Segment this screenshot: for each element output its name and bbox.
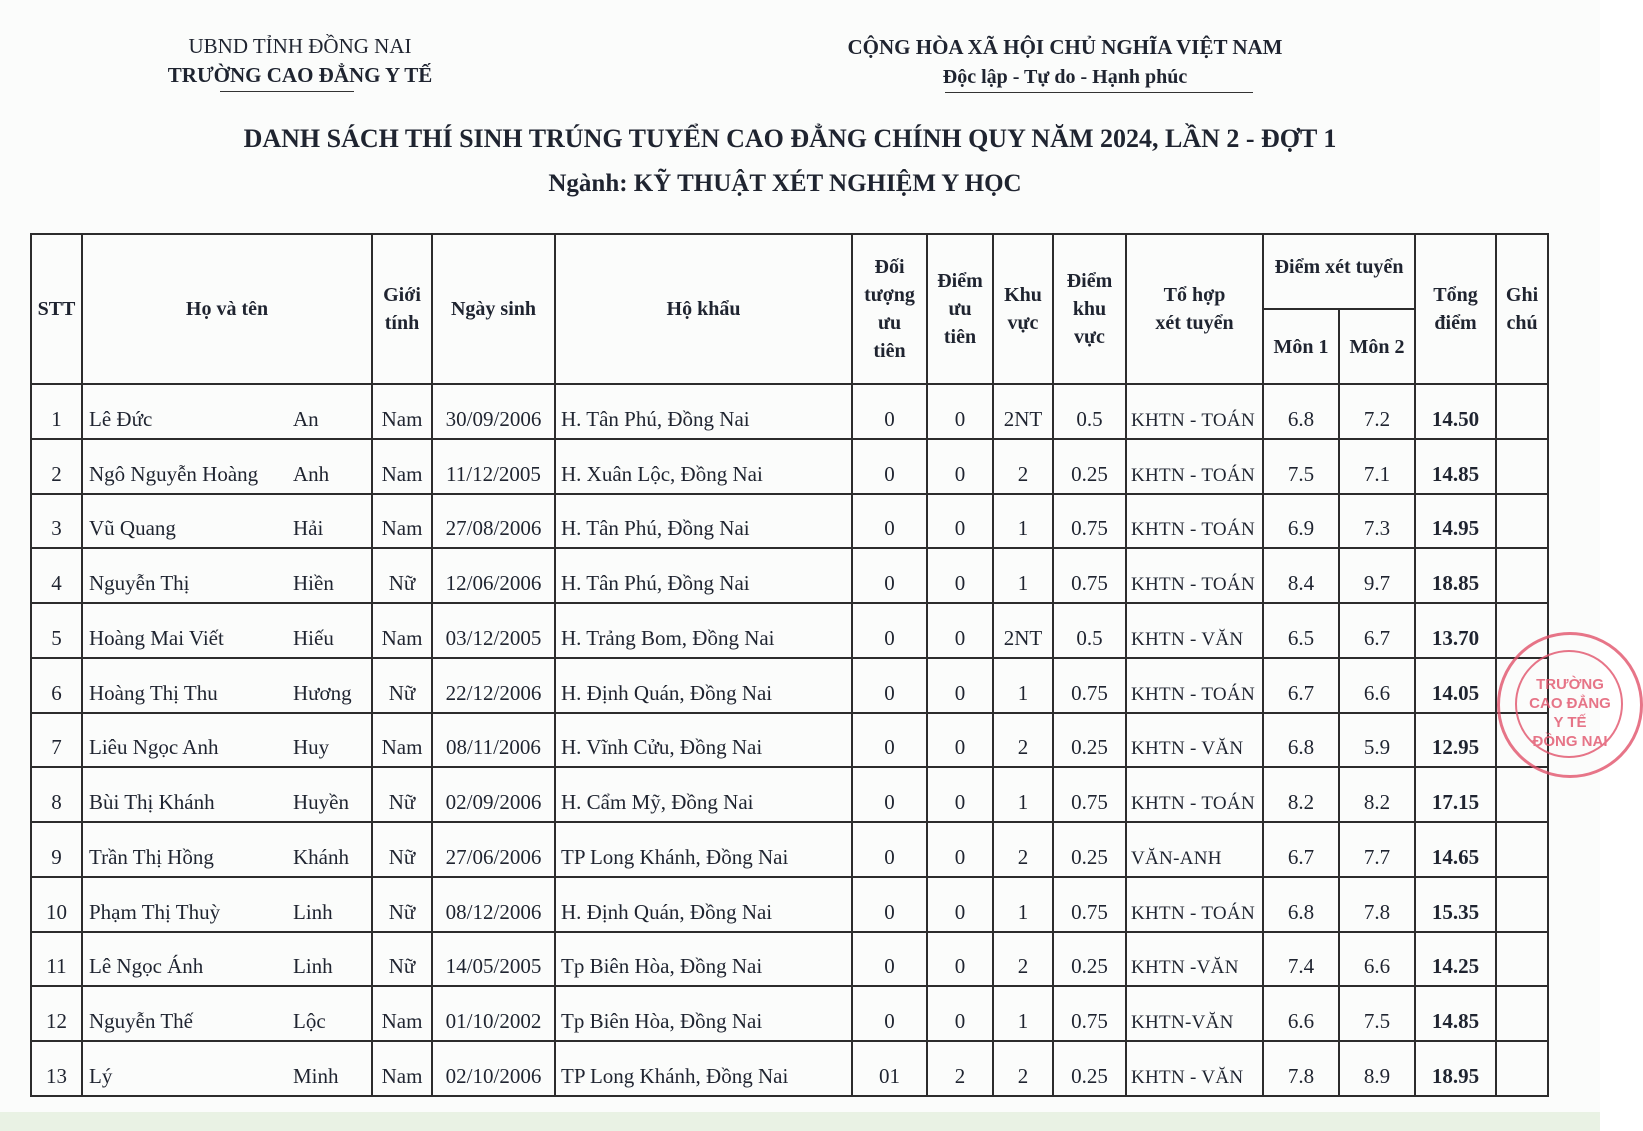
row-subject1: 6.7: [1263, 658, 1339, 713]
row-surname: Nguyễn Thế: [89, 1009, 194, 1034]
row-total: 14.25: [1415, 932, 1496, 987]
row-region: 2: [993, 822, 1053, 877]
row-priority-points: 2: [927, 1041, 993, 1096]
row-priority-points: 0: [927, 713, 993, 768]
row-gender: Nữ: [372, 658, 432, 713]
row-address: Tp Biên Hòa, Đồng Nai: [555, 986, 852, 1041]
row-combo: KHTN - VĂN: [1126, 1041, 1263, 1096]
row-region: 1: [993, 986, 1053, 1041]
table-row: [31, 932, 1548, 987]
row-combo: KHTN - TOÁN: [1126, 877, 1263, 932]
row-note: [1496, 986, 1548, 1041]
row-note: [1496, 822, 1548, 877]
row-note: [1496, 1041, 1548, 1096]
row-address: H. Tân Phú, Đồng Nai: [555, 384, 852, 439]
row-priority-group: 01: [852, 1041, 927, 1096]
row-priority-points: 0: [927, 439, 993, 494]
row-dob: 12/06/2006: [432, 548, 555, 603]
row-stt: 4: [31, 548, 82, 603]
row-given-name: Lộc: [293, 1009, 326, 1034]
row-subject2: 6.6: [1339, 658, 1415, 713]
row-total: 13.70: [1415, 603, 1496, 658]
table-row: [31, 548, 1548, 603]
row-gender: Nam: [372, 384, 432, 439]
row-subject1: 7.4: [1263, 932, 1339, 987]
row-given-name: Hiền: [293, 571, 334, 596]
row-note: [1496, 439, 1548, 494]
national-name: CỘNG HÒA XÃ HỘI CHỦ NGHĨA VIỆT NAM: [847, 35, 1283, 59]
col-region: Khu vực: [993, 234, 1053, 384]
row-total: 14.85: [1415, 439, 1496, 494]
row-surname: Ngô Nguyễn Hoàng: [89, 461, 259, 486]
row-region: 2: [993, 1041, 1053, 1096]
row-address: H. Trảng Bom, Đồng Nai: [555, 603, 852, 658]
row-priority-group: 0: [852, 877, 927, 932]
row-gender: Nam: [372, 1041, 432, 1096]
row-note: [1496, 494, 1548, 549]
row-surname: Nguyễn Thị: [89, 571, 190, 596]
official-seal: [1497, 632, 1643, 778]
row-dob: 11/12/2005: [432, 439, 555, 494]
row-region: 2: [993, 713, 1053, 768]
row-combo: KHTN - TOÁN: [1126, 439, 1263, 494]
row-name: [82, 603, 372, 658]
row-region: 2NT: [993, 603, 1053, 658]
row-dob: 27/06/2006: [432, 822, 555, 877]
row-subject2: 7.8: [1339, 877, 1415, 932]
row-dob: 01/10/2002: [432, 986, 555, 1041]
row-note: [1496, 877, 1548, 932]
row-address: H. Xuân Lộc, Đồng Nai: [555, 439, 852, 494]
table-row: [31, 767, 1548, 822]
row-total: 14.05: [1415, 658, 1496, 713]
row-priority-group: 0: [852, 603, 927, 658]
row-given-name: Hương: [293, 680, 352, 705]
row-name: [82, 767, 372, 822]
col-priority-points: Điểm ưu tiên: [927, 234, 993, 384]
row-gender: Nam: [372, 439, 432, 494]
row-subject2: 6.6: [1339, 932, 1415, 987]
row-name: [82, 548, 372, 603]
row-subject1: 6.8: [1263, 877, 1339, 932]
row-total: 17.15: [1415, 767, 1496, 822]
row-given-name: Khánh: [293, 844, 349, 869]
seal-text: TRƯỜNG CAO ĐẲNG Y TẾ ĐỒNG NAI: [1529, 676, 1611, 750]
row-priority-points: 0: [927, 548, 993, 603]
row-combo: KHTN - TOÁN: [1126, 548, 1263, 603]
row-total: 18.85: [1415, 548, 1496, 603]
row-combo: VĂN-ANH: [1126, 822, 1263, 877]
row-stt: 2: [31, 439, 82, 494]
row-subject1: 6.8: [1263, 713, 1339, 768]
row-region-points: 0.75: [1053, 767, 1126, 822]
row-region-points: 0.5: [1053, 603, 1126, 658]
admission-table: [30, 233, 1549, 1097]
document-subtitle: Ngành: KỸ THUẬT XÉT NGHIỆM Y HỌC: [548, 170, 1022, 197]
row-name: [82, 932, 372, 987]
table-row: [31, 658, 1548, 713]
row-dob: 22/12/2006: [432, 658, 555, 713]
row-combo: KHTN - TOÁN: [1126, 767, 1263, 822]
motto-underline: [945, 92, 1253, 93]
table-row: [31, 439, 1548, 494]
row-priority-points: 0: [927, 986, 993, 1041]
row-note: [1496, 932, 1548, 987]
table-row: [31, 713, 1548, 768]
row-region-points: 0.75: [1053, 986, 1126, 1041]
row-region: 2NT: [993, 384, 1053, 439]
row-subject2: 8.2: [1339, 767, 1415, 822]
row-address: Tp Biên Hòa, Đồng Nai: [555, 932, 852, 987]
row-region: 2: [993, 439, 1053, 494]
row-combo: KHTN -VĂN: [1126, 932, 1263, 987]
row-priority-group: 0: [852, 932, 927, 987]
row-given-name: Linh: [293, 954, 333, 979]
row-region-points: 0.25: [1053, 713, 1126, 768]
row-region-points: 0.75: [1053, 494, 1126, 549]
col-dob: Ngày sinh: [432, 234, 555, 384]
row-note: [1496, 767, 1548, 822]
col-combo: Tổ hợp xét tuyển: [1126, 234, 1263, 384]
row-stt: 13: [31, 1041, 82, 1096]
col-address: Hộ khẩu: [555, 234, 852, 384]
row-subject1: 6.7: [1263, 822, 1339, 877]
row-subject1: 7.8: [1263, 1041, 1339, 1096]
row-subject2: 7.7: [1339, 822, 1415, 877]
row-name: [82, 877, 372, 932]
row-stt: 9: [31, 822, 82, 877]
row-subject2: 7.3: [1339, 494, 1415, 549]
row-name: [82, 439, 372, 494]
row-gender: Nam: [372, 986, 432, 1041]
national-motto: Độc lập - Tự do - Hạnh phúc: [942, 66, 1188, 88]
row-priority-points: 0: [927, 603, 993, 658]
row-surname: Lê Đức: [89, 406, 153, 431]
row-surname: Hoàng Mai Viết: [89, 625, 224, 650]
row-subject2: 7.1: [1339, 439, 1415, 494]
row-region: 1: [993, 767, 1053, 822]
row-priority-group: 0: [852, 767, 927, 822]
row-address: TP Long Khánh, Đồng Nai: [555, 1041, 852, 1096]
table-row: [31, 384, 1548, 439]
row-region: 1: [993, 658, 1053, 713]
row-dob: 14/05/2005: [432, 932, 555, 987]
row-subject1: 8.2: [1263, 767, 1339, 822]
row-surname: Phạm Thị Thuỳ: [89, 899, 221, 924]
row-combo: KHTN - TOÁN: [1126, 494, 1263, 549]
table-row: [31, 822, 1548, 877]
row-priority-group: 0: [852, 548, 927, 603]
row-name: [82, 1041, 372, 1096]
row-region: 2: [993, 932, 1053, 987]
row-gender: Nữ: [372, 822, 432, 877]
row-stt: 1: [31, 384, 82, 439]
national-header: [820, 32, 1310, 92]
row-stt: 5: [31, 603, 82, 658]
row-given-name: Huy: [293, 735, 330, 760]
row-dob: 27/08/2006: [432, 494, 555, 549]
row-gender: Nam: [372, 494, 432, 549]
table-row: [31, 877, 1548, 932]
row-total: 14.65: [1415, 822, 1496, 877]
row-dob: 02/10/2006: [432, 1041, 555, 1096]
row-gender: Nam: [372, 713, 432, 768]
row-priority-group: 0: [852, 713, 927, 768]
row-dob: 08/12/2006: [432, 877, 555, 932]
row-surname: Lê Ngọc Ánh: [89, 954, 204, 979]
col-subject2: Môn 2: [1339, 309, 1415, 384]
row-region-points: 0.75: [1053, 548, 1126, 603]
row-subject1: 6.8: [1263, 384, 1339, 439]
row-address: TP Long Khánh, Đồng Nai: [555, 822, 852, 877]
row-address: H. Tân Phú, Đồng Nai: [555, 548, 852, 603]
row-given-name: Huyền: [293, 790, 349, 815]
row-given-name: Hiếu: [293, 625, 334, 650]
col-priority-group: Đối tượng ưu tiên: [852, 234, 927, 384]
row-address: H. Tân Phú, Đồng Nai: [555, 494, 852, 549]
row-gender: Nữ: [372, 932, 432, 987]
row-region-points: 0.5: [1053, 384, 1126, 439]
row-priority-group: 0: [852, 658, 927, 713]
table-row: [31, 986, 1548, 1041]
row-combo: KHTN-VĂN: [1126, 986, 1263, 1041]
row-priority-points: 0: [927, 877, 993, 932]
row-region-points: 0.25: [1053, 1041, 1126, 1096]
row-subject1: 6.9: [1263, 494, 1339, 549]
row-region-points: 0.25: [1053, 932, 1126, 987]
row-priority-points: 0: [927, 384, 993, 439]
issuer-school: TRƯỜNG CAO ĐẲNG Y TẾ: [167, 63, 433, 87]
col-subject1: Môn 1: [1263, 309, 1339, 384]
row-region-points: 0.75: [1053, 877, 1126, 932]
row-subject1: 6.5: [1263, 603, 1339, 658]
row-combo: KHTN - VĂN: [1126, 713, 1263, 768]
row-priority-points: 0: [927, 494, 993, 549]
row-surname: Hoàng Thị Thu: [89, 680, 218, 705]
issuer-underline: [220, 91, 354, 92]
row-region-points: 0.75: [1053, 658, 1126, 713]
table-row: [31, 1041, 1548, 1096]
row-surname: Lý: [89, 1064, 113, 1088]
row-surname: Liêu Ngọc Anh: [89, 735, 219, 760]
row-subject2: 5.9: [1339, 713, 1415, 768]
issuer-header: [150, 32, 450, 90]
row-name: [82, 658, 372, 713]
row-total: 14.50: [1415, 384, 1496, 439]
col-total: Tổng điểm: [1415, 234, 1496, 384]
row-combo: KHTN - TOÁN: [1126, 384, 1263, 439]
row-name: [82, 822, 372, 877]
row-surname: Trần Thị Hồng: [89, 844, 214, 869]
row-name: [82, 384, 372, 439]
col-note: Ghi chú: [1496, 234, 1548, 384]
row-subject2: 6.7: [1339, 603, 1415, 658]
table-body: [31, 384, 1548, 1096]
row-gender: Nữ: [372, 767, 432, 822]
row-combo: KHTN - VĂN: [1126, 603, 1263, 658]
col-stt: STT: [31, 234, 82, 384]
row-region-points: 0.25: [1053, 439, 1126, 494]
row-given-name: Linh: [293, 899, 333, 924]
table-row: [31, 603, 1548, 658]
row-stt: 3: [31, 494, 82, 549]
row-gender: Nam: [372, 603, 432, 658]
row-priority-group: 0: [852, 494, 927, 549]
row-subject2: 7.5: [1339, 986, 1415, 1041]
row-priority-group: 0: [852, 822, 927, 877]
row-name: [82, 494, 372, 549]
row-region: 1: [993, 494, 1053, 549]
row-priority-group: 0: [852, 986, 927, 1041]
row-total: 14.95: [1415, 494, 1496, 549]
row-stt: 12: [31, 986, 82, 1041]
row-region: 1: [993, 877, 1053, 932]
issuer-authority: UBND TỈNH ĐỒNG NAI: [188, 34, 412, 58]
row-priority-points: 0: [927, 658, 993, 713]
row-given-name: Hải: [293, 516, 324, 541]
row-address: H. Cẩm Mỹ, Đồng Nai: [555, 767, 852, 822]
row-region-points: 0.25: [1053, 822, 1126, 877]
scan-margin: [0, 1112, 1600, 1131]
row-subject1: 7.5: [1263, 439, 1339, 494]
row-subject1: 8.4: [1263, 548, 1339, 603]
row-note: [1496, 384, 1548, 439]
row-given-name: An: [293, 406, 319, 431]
row-stt: 7: [31, 713, 82, 768]
row-total: 15.35: [1415, 877, 1496, 932]
row-total: 18.95: [1415, 1041, 1496, 1096]
row-note: [1496, 548, 1548, 603]
row-priority-points: 0: [927, 932, 993, 987]
row-combo: KHTN - TOÁN: [1126, 658, 1263, 713]
col-gender: Giới tính: [372, 234, 432, 384]
row-given-name: Minh: [293, 1064, 339, 1088]
row-priority-points: 0: [927, 822, 993, 877]
col-scores: Điểm xét tuyển: [1263, 234, 1415, 309]
row-dob: 08/11/2006: [432, 713, 555, 768]
row-surname: Bùi Thị Khánh: [89, 790, 215, 815]
row-priority-group: 0: [852, 439, 927, 494]
row-dob: 03/12/2005: [432, 603, 555, 658]
row-stt: 11: [31, 932, 82, 987]
row-subject2: 9.7: [1339, 548, 1415, 603]
row-priority-points: 0: [927, 767, 993, 822]
row-priority-group: 0: [852, 384, 927, 439]
row-stt: 10: [31, 877, 82, 932]
row-address: H. Định Quán, Đồng Nai: [555, 877, 852, 932]
row-name: [82, 713, 372, 768]
row-name: [82, 986, 372, 1041]
row-total: 12.95: [1415, 713, 1496, 768]
row-subject2: 7.2: [1339, 384, 1415, 439]
row-subject1: 6.6: [1263, 986, 1339, 1041]
row-stt: 6: [31, 658, 82, 713]
document-title: DANH SÁCH THÍ SINH TRÚNG TUYỂN CAO ĐẲNG CHÍNH QUY NĂM 2024, LẦN 2 - ĐỢT 1: [243, 124, 1337, 153]
row-dob: 02/09/2006: [432, 767, 555, 822]
row-given-name: Anh: [293, 461, 330, 486]
table-row: [31, 494, 1548, 549]
row-total: 14.85: [1415, 986, 1496, 1041]
row-dob: 30/09/2006: [432, 384, 555, 439]
row-surname: Vũ Quang: [89, 516, 176, 541]
row-subject2: 8.9: [1339, 1041, 1415, 1096]
row-address: H. Định Quán, Đồng Nai: [555, 658, 852, 713]
row-address: H. Vĩnh Cửu, Đồng Nai: [555, 713, 852, 768]
row-gender: Nữ: [372, 548, 432, 603]
row-gender: Nữ: [372, 877, 432, 932]
col-region-points: Điểm khu vực: [1053, 234, 1126, 384]
row-stt: 8: [31, 767, 82, 822]
row-region: 1: [993, 548, 1053, 603]
col-name: Họ và tên: [82, 234, 372, 384]
